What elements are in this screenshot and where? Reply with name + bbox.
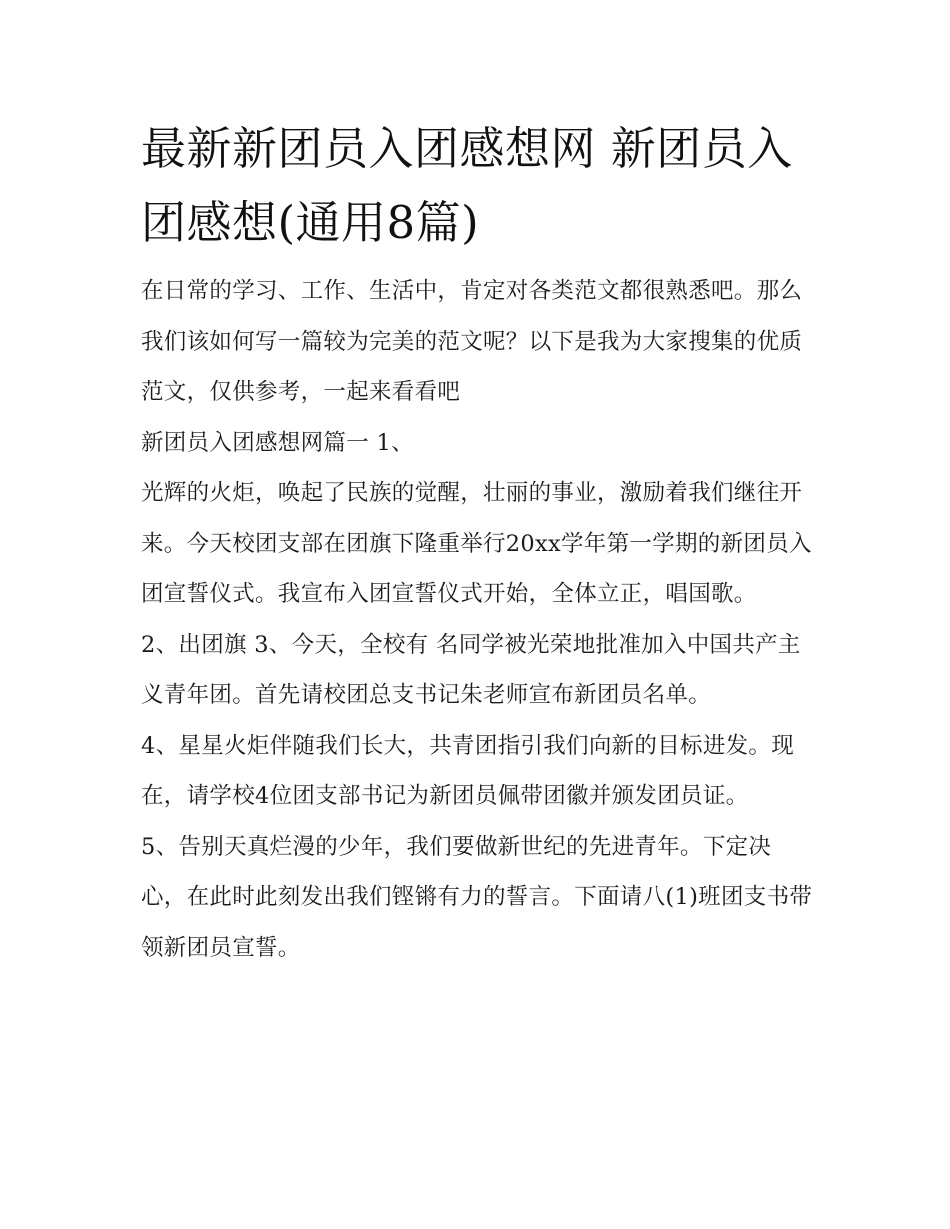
body-paragraph: 2、出团旗 3、今天，全校有 名同学被光荣地批准加入中国共产主义青年团。首先请校团总支书记朱老师宣布新团员名单。	[141, 631, 801, 708]
body-paragraph: 光辉的火炬，唤起了民族的觉醒，壮丽的事业，激励着我们继往开来。今天校团支部在团旗下隆重举行20xx学年第一学期的新团员入团宣誓仪式。我宣布入团宣誓仪式开始，全体立正，唱国歌。	[141, 480, 812, 607]
body-paragraph: 4、星星火炬伴随我们长大，共青团指引我们向新的目标进发。现在，请学校4位团支部书记为新团员佩带团徽并颁发团员证。	[141, 732, 795, 809]
section-heading: 新团员入团感想网篇一 1、	[141, 429, 414, 456]
document-content	[141, 112, 816, 973]
body-paragraph: 5、告别天真烂漫的少年，我们要做新世纪的先进青年。下定决心，在此时此刻发出我们铿锵有力的誓言。下面请八(1)班团支书带领新团员宣誓。	[141, 833, 813, 961]
intro-paragraph: 在日常的学习、工作、生活中，肯定对各类范文都很熟悉吧。那么我们该如何写一篇较为完美的范文呢？以下是我为大家搜集的优质范文，仅供参考，一起来看看吧	[141, 278, 803, 405]
document-title: 最新新团员入团感想网 新团员入团感想(通用8篇)	[141, 122, 793, 249]
